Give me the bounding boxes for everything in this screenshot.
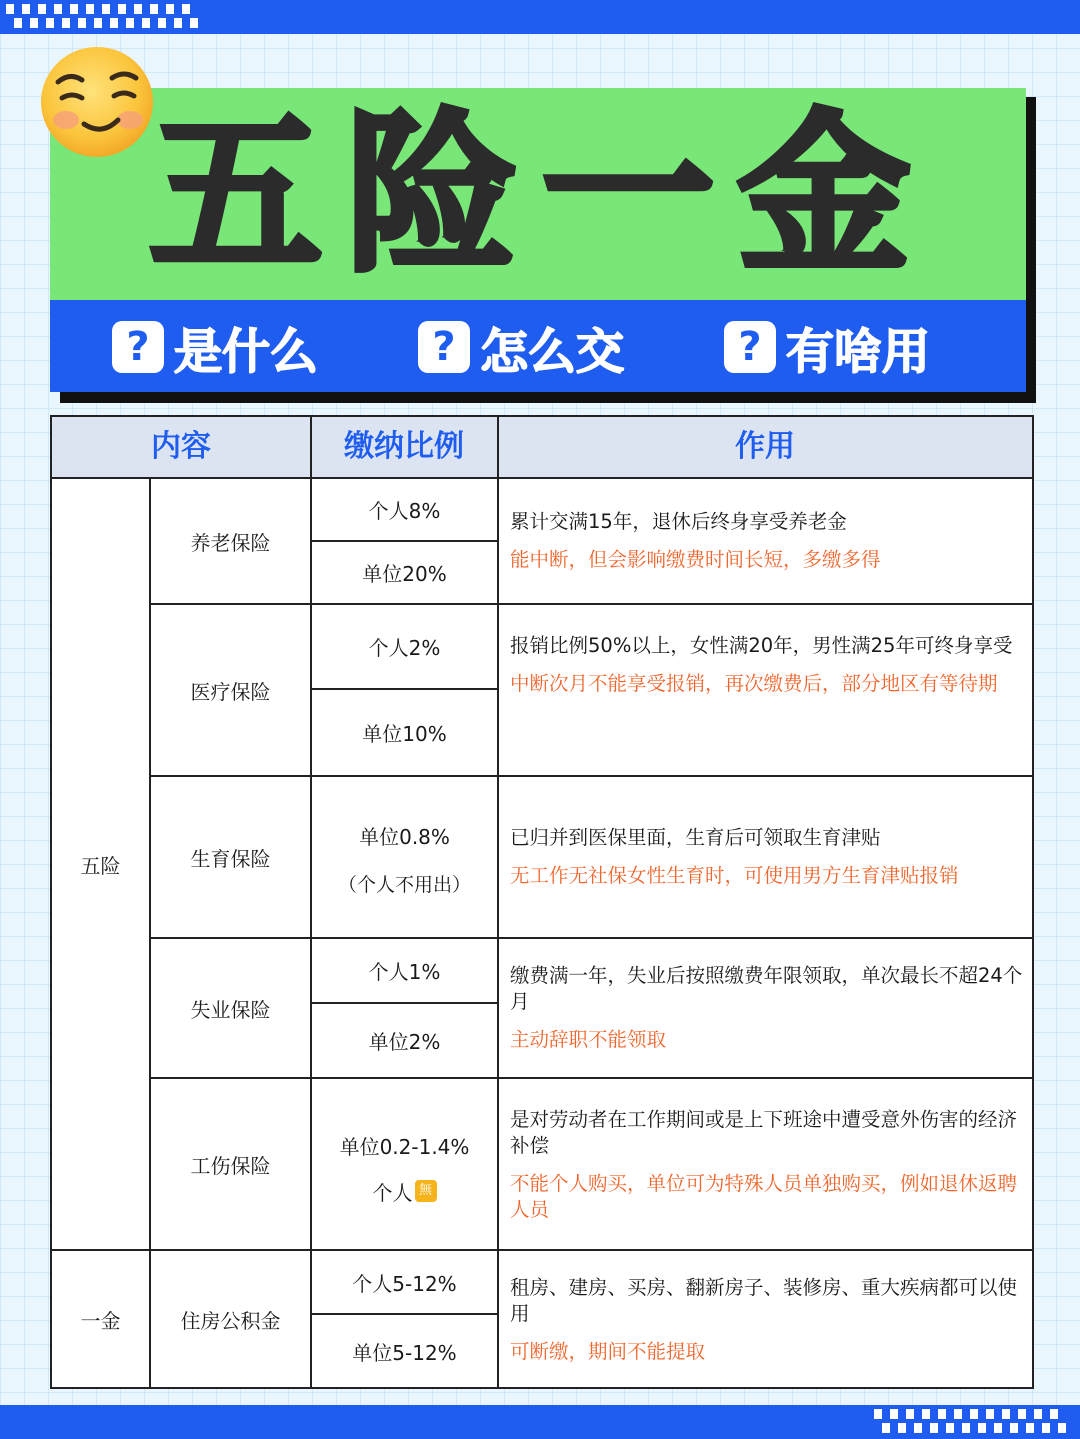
effect-housing-fund bbox=[510, 1275, 1030, 1365]
header-rate: 缴纳比例 bbox=[344, 429, 464, 464]
rate-employer: 单位5-12% bbox=[352, 1340, 457, 1365]
effect-text: 已归并到医保里面，生育后可领取生育津贴 bbox=[510, 826, 881, 849]
item-work-injury: 工伤保险 bbox=[190, 1153, 271, 1178]
item-medical: 医疗保险 bbox=[190, 679, 271, 704]
rate-personal-free bbox=[312, 1171, 497, 1211]
effect-pension bbox=[510, 509, 1030, 573]
effect-note: 主动辞职不能领取 bbox=[510, 1028, 667, 1051]
header-effect: 作用 bbox=[735, 429, 795, 464]
rate-employer: 单位0.2-1.4% bbox=[339, 1134, 470, 1159]
question-mark-icon: ? bbox=[418, 321, 470, 373]
effect-note: 不能个人购买，单位可为特殊人员单独购买，例如退休返聘人员 bbox=[510, 1172, 1018, 1221]
effect-note: 无工作无社保女性生育时，可使用男方生育津贴报销 bbox=[510, 864, 959, 887]
effect-work-injury bbox=[510, 1107, 1030, 1223]
subtitle-use bbox=[724, 316, 930, 378]
subtitle-label: 怎么交 bbox=[480, 323, 625, 380]
effect-maternity bbox=[510, 825, 1030, 889]
rate-personal: 个人2% bbox=[368, 636, 441, 660]
header-content: 内容 bbox=[151, 429, 211, 464]
page-title: 五险一金 bbox=[150, 94, 934, 295]
rate-personal: 个人5-12% bbox=[352, 1271, 457, 1296]
item-maternity: 生育保险 bbox=[190, 846, 271, 871]
bottom-checker-pattern bbox=[868, 1405, 1080, 1439]
free-badge-icon: 無 bbox=[415, 1180, 437, 1202]
effect-medical bbox=[510, 633, 1030, 697]
effect-text: 报销比例50%以上，女性满20年，男性满25年可终身享受 bbox=[510, 634, 1013, 657]
subtitle-label: 有啥用 bbox=[786, 323, 931, 380]
item-pension: 养老保险 bbox=[190, 530, 271, 555]
question-mark-icon: ? bbox=[112, 321, 164, 373]
effect-note: 中断次月不能享受报销，再次缴费后，部分地区有等待期 bbox=[510, 672, 998, 695]
insurance-table bbox=[50, 415, 1034, 1389]
group-five-insurances: 五险 bbox=[80, 853, 121, 878]
rate-personal: 个人1% bbox=[368, 960, 441, 984]
effect-text: 租房、建房、买房、翻新房子、装修房、重大疾病都可以使用 bbox=[510, 1276, 1018, 1325]
rate-personal: 个人 bbox=[372, 1180, 413, 1205]
rate-employer: 单位10% bbox=[362, 722, 447, 746]
question-mark-icon: ? bbox=[724, 321, 776, 373]
effect-text: 缴费满一年，失业后按照缴费年限领取，单次最长不超24个月 bbox=[510, 964, 1023, 1013]
top-checker-pattern bbox=[0, 0, 212, 34]
item-unemployment: 失业保险 bbox=[190, 997, 271, 1022]
effect-text: 是对劳动者在工作期间或是上下班途中遭受意外伤害的经济补偿 bbox=[510, 1108, 1018, 1157]
effect-text: 累计交满15年，退休后终身享受养老金 bbox=[510, 510, 847, 533]
rate-employer: 单位0.8% bbox=[359, 824, 450, 849]
subtitle-what bbox=[112, 316, 318, 378]
smirk-emoji-icon bbox=[38, 44, 156, 160]
effect-note: 可断缴，期间不能提取 bbox=[510, 1340, 706, 1363]
item-housing-fund: 住房公积金 bbox=[180, 1308, 281, 1333]
effect-unemployment bbox=[510, 963, 1030, 1053]
rate-employer: 单位2% bbox=[368, 1030, 441, 1054]
rate-personal-none: （个人不用出） bbox=[337, 873, 471, 896]
group-one-fund: 一金 bbox=[80, 1308, 121, 1333]
effect-note: 能中断，但会影响缴费时间长短，多缴多得 bbox=[510, 548, 881, 571]
rate-employer: 单位20% bbox=[362, 562, 447, 586]
subtitle-how bbox=[418, 316, 624, 378]
subtitle-label: 是什么 bbox=[174, 323, 319, 380]
rate-personal: 个人8% bbox=[368, 499, 441, 523]
